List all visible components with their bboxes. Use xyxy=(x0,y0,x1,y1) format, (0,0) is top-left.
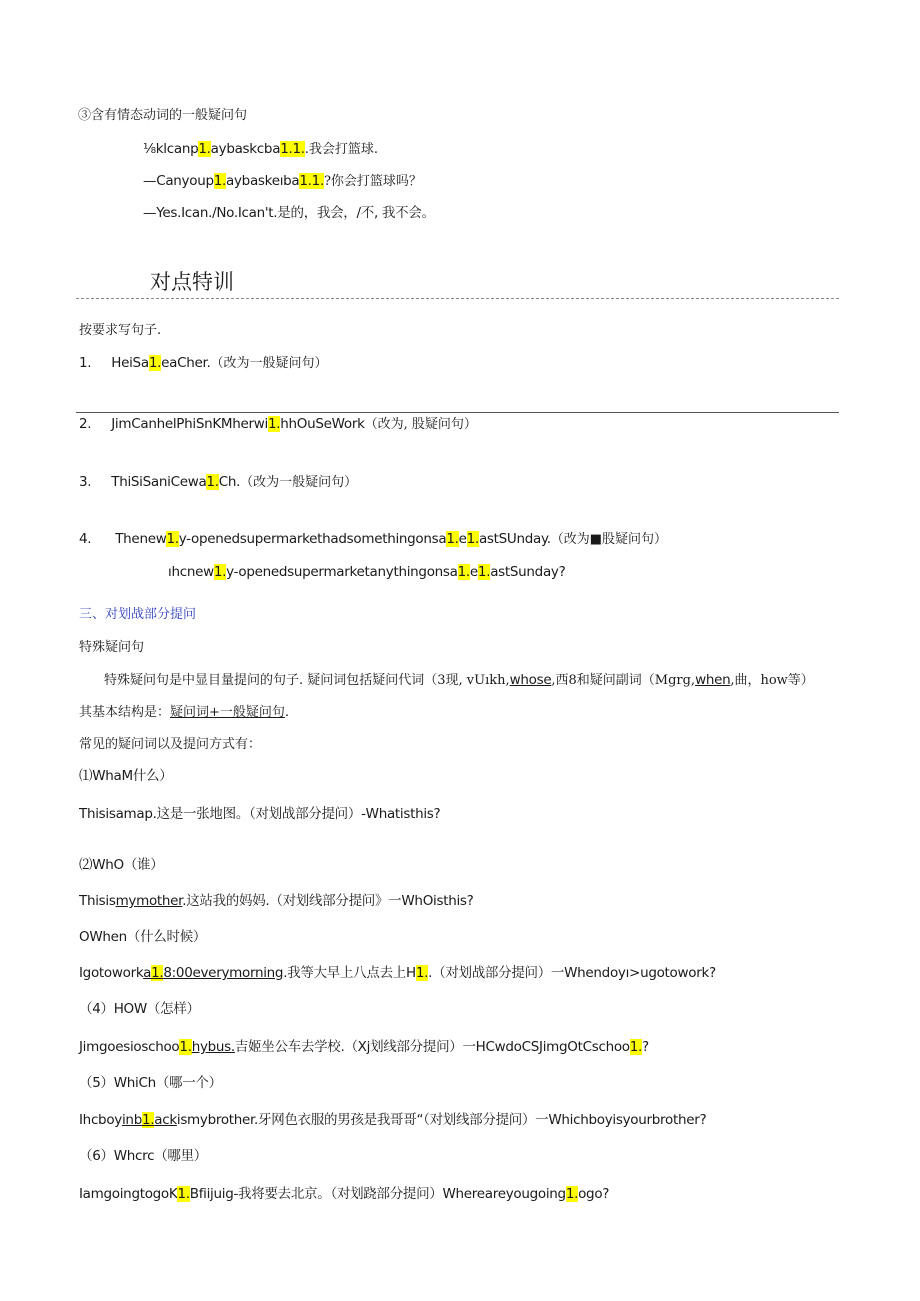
highlight: 1. xyxy=(179,1039,192,1055)
highlight: 1. xyxy=(477,564,491,580)
highlight: 1. xyxy=(166,531,179,547)
training-title: 对点特训 xyxy=(150,270,234,294)
who-example: Thisismymother.这站我的妈妈.（对划线部分提问》一WhOisthis? xyxy=(79,893,474,909)
answer-line xyxy=(76,412,839,413)
section3-subheading: 特殊疑问句 xyxy=(79,640,145,655)
highlight: 1. xyxy=(151,965,164,981)
question-4-answer: ıhcnew1.y-openedsupermarketanythingonsa1.e1.astSunday? xyxy=(168,564,566,580)
which-label: （5）WhiCh（哪一个） xyxy=(79,1075,222,1091)
section3-para-3: 常见的疑问词以及提问方式有： xyxy=(79,737,262,752)
modal-heading: ③含有情态动词的一般疑问句 xyxy=(78,108,248,123)
section3-heading: 三、对划战部分提问 xyxy=(79,607,197,622)
modal-example-2: —Canyoup1.aybaskeıba1.1.?你会打篮球吗？ xyxy=(143,173,422,189)
highlight: 1. xyxy=(206,474,219,490)
section3-para-2: 其基本结构是：疑问词+一般疑问句. xyxy=(79,705,290,720)
training-instruction: 按要求写句子. xyxy=(79,323,162,338)
what-label: ⑴WhaM什么） xyxy=(79,768,173,784)
when-example: Igotoworka1.8:00everymorning.我等大早上八点去上H1..（对划战部分提问）一Whendoyı>ugotowork? xyxy=(79,965,716,981)
question-2: 2. JimCanhelPhiSnKMherwi1.hhOuSeWork（改为, 股疑问句） xyxy=(79,416,477,432)
highlight: 1. xyxy=(213,564,227,580)
which-example: Ihcboyinb1.ackismybrother.牙网色衣服的男孩是我哥哥“（对划线部分提问）一Whichboyisyourbrother? xyxy=(79,1112,707,1128)
highlight: 1. xyxy=(177,1186,190,1202)
what-example: Thisisamap.这是一张地图。（对划战部分提问）-Whatisthis? xyxy=(79,806,441,822)
highlight: 1. xyxy=(213,173,227,189)
highlight: 1.1. xyxy=(280,141,305,157)
section3-para-1: 特殊疑问句是中显目量提问的句子. 疑问词包括疑问代词（3现, vUıkh,whose,西8和疑问副词（Mgrg,when,曲，how等） xyxy=(104,672,814,688)
question-3: 3. ThiSiSaniCewa1.Ch.（改为一般疑问句） xyxy=(79,474,358,490)
highlight: 1. xyxy=(466,531,479,547)
who-label: ⑵WhO（谁） xyxy=(79,857,164,873)
how-example: Jimgoesioschoo1.hybus.吉姬坐公车去学校.（Xj划线部分提问）一HCwdoCSJimgOtCschoo1.? xyxy=(79,1039,649,1055)
highlight: 1. xyxy=(141,1112,155,1128)
modal-example-1: ⅛klcanp1.aybaskcba1.1..我会打篮球. xyxy=(143,141,379,157)
question-1: 1. HeiSa1.eaCher.（改为一般疑问句） xyxy=(79,355,328,371)
highlight: 1. xyxy=(148,355,162,371)
when-label: OWhen（什么时候） xyxy=(79,929,207,945)
modal-example-3: —Yes.Ican./No.Ican't.是的，我会，/不, 我不会。 xyxy=(143,205,435,221)
highlight: 1. xyxy=(415,965,429,981)
question-4: 4. Thenew1.y-openedsupermarkethadsomethingonsa1.e1.astSUnday.（改为■股疑问句） xyxy=(79,531,668,547)
how-label: （4）HOW（怎样） xyxy=(79,1001,200,1017)
highlight: 1. xyxy=(267,416,281,432)
title-divider xyxy=(76,298,839,299)
highlight: 1. xyxy=(198,141,211,157)
highlight: 1. xyxy=(457,564,470,580)
highlight: 1. xyxy=(629,1039,643,1055)
highlight: 1. xyxy=(565,1186,579,1202)
where-example: IamgoingtogoK1.Bfiijuig-我将要去北京。（对划跷部分提问）Whereareyougoing1.ogo? xyxy=(79,1186,610,1202)
highlight: 1.1. xyxy=(299,173,324,189)
where-label: （6）Whcrc（哪里） xyxy=(79,1148,207,1164)
highlight: 1. xyxy=(446,531,459,547)
